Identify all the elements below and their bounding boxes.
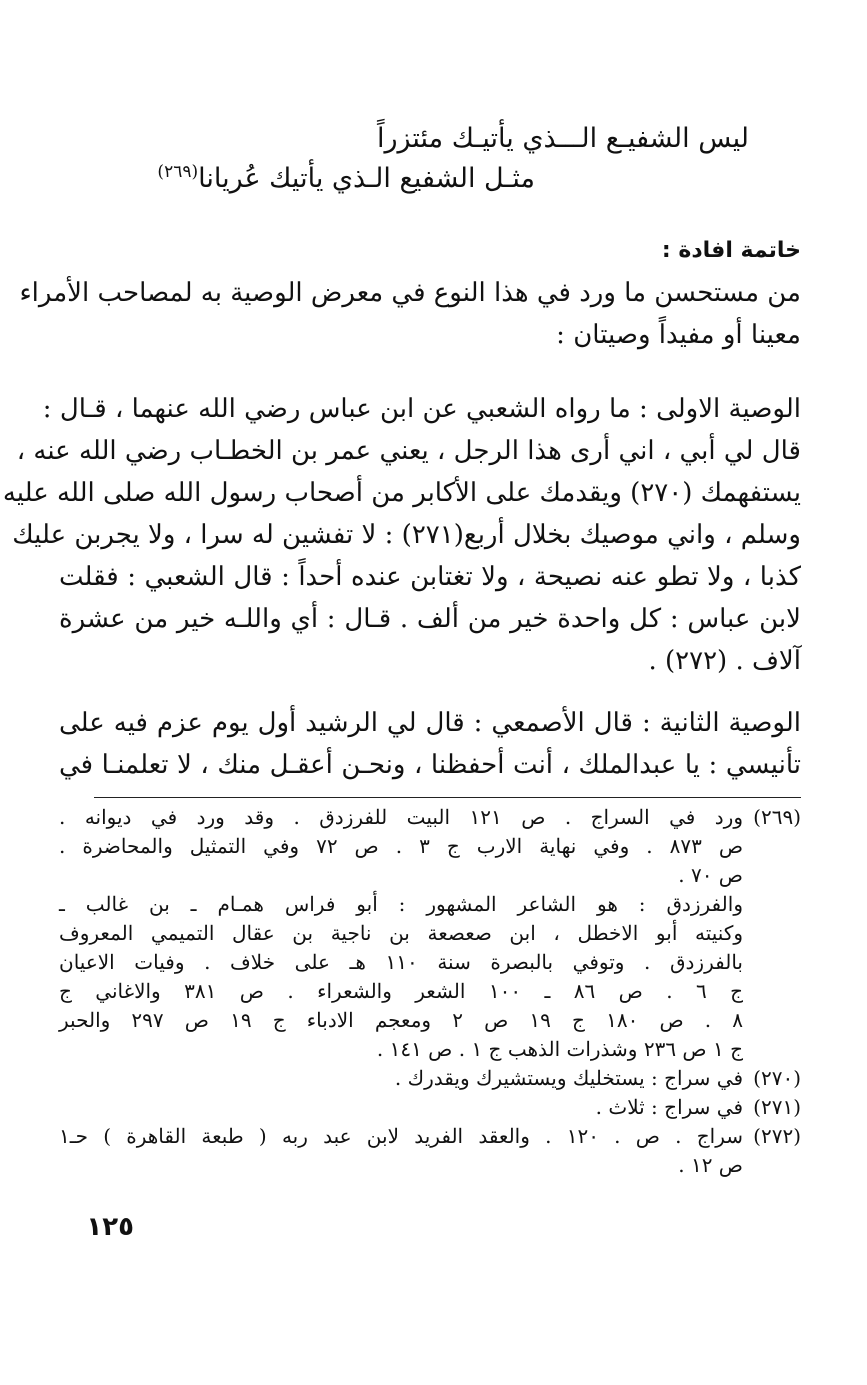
second-wasiyya-paragraph [59,702,801,786]
footnote-line: سراج . ص . ١٢٠ . والعقد الفريد لابن عبد ربه ( طبعة القاهرة ) حـ١ [59,1124,743,1148]
footnote-270 [59,1064,801,1093]
footnote-separator [94,797,801,798]
footnote-number: (٢٧٠) [753,1066,801,1090]
footnote-line: ص ٧٠ . [678,863,743,887]
poem-verse-1 [377,123,749,154]
footnote-number: (٢٦٩) [753,805,801,829]
poem-verse-2 [157,162,535,194]
first-wasiyya-paragraph [2,388,801,682]
footnote-text [59,1093,743,1122]
footnote-number: (٢٧٢) [753,1124,801,1148]
footnote-ref-269[interactable]: (٢٦٩) [157,162,199,182]
paragraph-line: لابن عباس : كل واحدة خير من ألف . قـال : أي واللـه خير من عشرة [59,604,801,634]
footnote-text [59,1064,743,1093]
footnotes [59,803,801,1180]
intro-paragraph [19,272,801,356]
footnote-line: ج ٦ . ص ٨٦ ـ ١٠٠ الشعر والشعراء . ص ٣٨١ والاغاني ج [59,979,744,1003]
footnote-line: في سراج : يستخليك ويستشيرك ويقدرك . [394,1066,743,1090]
footnote-line: ص ١٢ . [678,1153,743,1177]
paragraph-line: تأنيسي : يا عبدالملك ، أنت أحفظنا ، ونحـن أعقـل منك ، لا تعلمنـا في [59,750,801,780]
paragraph-line: قال لي أبي ، اني أرى هذا الرجل ، يعني عمر بن الخطـاب رضي الله عنه ، [16,436,801,466]
footnote-line: ورد في السراج . ص ١٢١ البيت للفرزدق . وقد ورد في ديوانه . [59,805,743,829]
paragraph-line: يستفهمك (٢٧٠) ويقدمك على الأكابر من أصحاب رسول الله صلى الله عليه [2,478,801,508]
section-heading: خاتمة افادة : [661,238,801,263]
footnote-line: بالفرزدق . وتوفي بالبصرة سنة ١١٠ هـ على خلاف . وفيات الاعيان [59,950,743,974]
footnote-line: في سراج : ثلاث . [595,1095,743,1119]
footnote-text [59,1122,743,1180]
footnote-line: وكنيته أبو الاخطل ، ابن صعصعة بن ناجية بن عقال التميمي المعروف [59,921,743,945]
paragraph-line: الوصية الثانية : قال الأصمعي : قال لي الرشيد أول يوم عزم فيه على [59,708,801,738]
poem-verse-1-text: ليس الشفيـع الـــذي يأتيـك مئتزراً [376,123,749,154]
paragraph-line: آلاف . (٢٧٢) . [648,646,801,676]
paragraph-line: كذبا ، ولا تطو عنه نصيحة ، ولا تغتابن عنده أحداً : قال الشعبي : فقلت [59,562,801,592]
footnote-text [59,803,743,1064]
footnote-line: ٨ . ص ١٨٠ ج ١٩ ص ٢ ومعجم الادباء ج ١٩ ص ٢٩٧ والحبر [59,1008,744,1032]
footnote-number: (٢٧١) [753,1095,801,1119]
footnote-271 [59,1093,801,1122]
footnote-272 [59,1122,801,1180]
paragraph-line: وسلم ، واني موصيك بخلال أربع(٢٧١) : لا تفشين له سرا ، ولا يجربن عليك [12,520,801,550]
paragraph-line: من مستحسن ما ورد في هذا النوع في معرض الوصية به لمصاحب الأمراء [19,278,801,308]
footnote-line: والفرزدق : هو الشاعر المشهور : أبو فراس همـام ـ بن غالب ـ [59,892,743,916]
footnote-line: ج ١ ص ٢٣٦ وشذرات الذهب ج ١ . ص ١٤١ . [376,1037,743,1061]
page-number: ١٢٥ [86,1212,134,1242]
footnote-line: ص ٨٧٣ . وفي نهاية الارب ج ٣ . ص ٧٢ وفي التمثيل والمحاضرة . [59,834,744,858]
paragraph-line: معينا أو مفيداً وصيتان : [556,320,801,350]
poem-verse-2-text: مثـل الشفيع الـذي يأتيك عُريانا [198,163,535,194]
paragraph-line: الوصية الاولى : ما رواه الشعبي عن ابن عباس رضي الله عنهما ، قـال : [42,394,801,424]
footnote-269 [59,803,801,1064]
